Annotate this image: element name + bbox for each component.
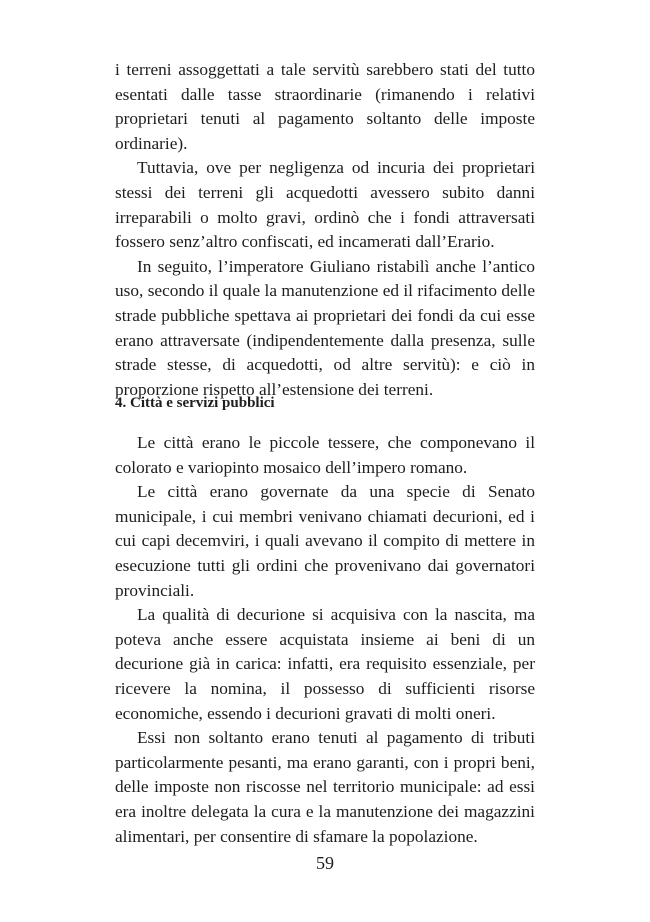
paragraph: Le città erano le piccole tessere, che componevano il colorato e variopinto mosaico dell’impero romano. (115, 433, 535, 477)
paragraph: In seguito, l’imperatore Giuliano ristabilì anche l’antico uso, secondo il quale la manutenzione ed il rifacimento delle strade pubbliche spettava ai proprietari dei fondi da cui esse erano attraversate (indipendentemente dalla presenza, sulle strade stesse, di acquedotti, od altre servitù): e ciò in proporzione rispetto all’estensione dei terreni. (115, 256, 535, 399)
text-block-top (115, 58, 535, 402)
section-heading: 4. Città e servizi pubblici (115, 395, 275, 411)
paragraph: La qualità di decurione si acquisiva con la nascita, ma poteva anche essere acquistata insieme ai beni di un decurione già in carica: infatti, era requisito essenziale, per ricevere la nomina, il possesso di sufficienti risorse economiche, essendo i decurioni gravati di molti oneri. (115, 605, 535, 723)
paragraph: i terreni assoggettati a tale servitù sarebbero stati del tutto esentati dalle tasse straordinarie (rimanendo i relativi proprietari tenuti al pagamento soltanto delle imposte ordinarie). (115, 60, 535, 153)
page-number: 59 (316, 853, 334, 873)
paragraph: Essi non soltanto erano tenuti al pagamento di tributi particolarmente pesanti, ma erano garanti, con i propri beni, delle imposte non riscosse nel territorio municipale: ad essi era inoltre delegata la cura e la manutenzione dei magazzini alimentari, per consentire di sfamare la popolazione. (115, 728, 535, 846)
paragraph: Tuttavia, ove per negligenza od incuria dei proprietari stessi dei terreni gli acquedotti avessero subito danni irreparabili o molto gravi, ordinò che i fondi attraversati fossero senz’altro confiscati, ed incamerati dall’Erario. (115, 158, 535, 252)
text-block-bottom (115, 431, 535, 849)
paragraph: Le città erano governate da una specie di Senato municipale, i cui membri venivano chiamati decurioni, ed i cui capi decemviri, i quali avevano il compito di mettere in esecuzione tutti gli ordini che provenivano dai governatori provinciali. (115, 482, 535, 600)
